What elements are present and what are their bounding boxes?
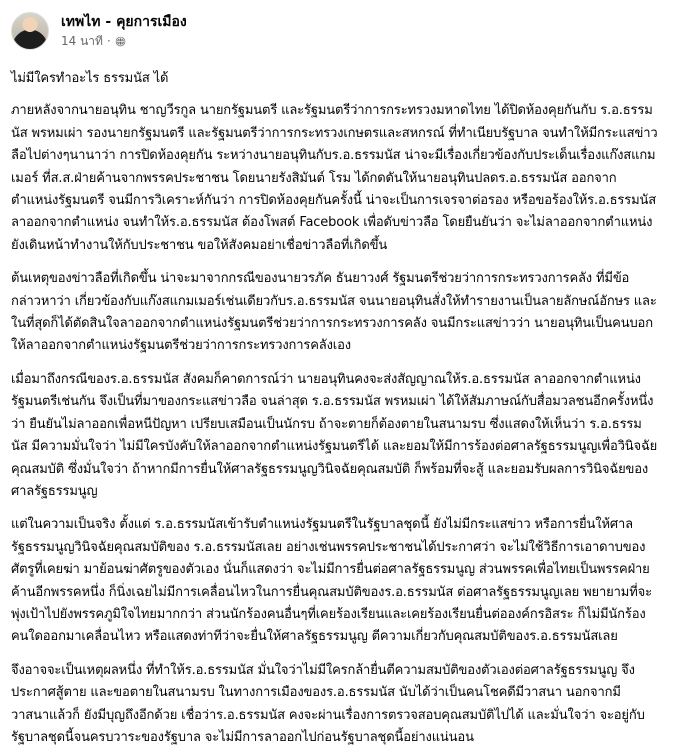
post-body [11, 68, 658, 749]
post-paragraph: เมื่อมาถึงกรณีของร.อ.ธรรมนัส สังคมก็คาดการณ์ว่า นายอนุทินคงจะส่งสัญญาณให้ร.อ.ธรรมนัส ลาออกจากตำแหน่งรัฐมนตรีเช่นกัน จึงเป็นที่มาของกระแสข่าวลือ จนล่าสุด ร.อ.ธรรมนัส พรหมเผ่า ได้ให้สัมภาษณ์กับสื่อมวลชนอีกครั้งหนึ่งว่า ยืนยันไม่ลาออกเพื่อหนีปัญหา เปรียบเสมือนเป็นนักรบ ถ้าจะตายก็ต้องตายในสนามรบ ซึ่งแสดงให้เห็นว่า ร.อ.ธรรมนัส มีความมั่นใจว่า ไม่มีใครบังคับให้ลาออกจากตำแหน่งรัฐมนตรีได้ และยอมให้มีการร้องต่อศาลรัฐธรรมนูญเพื่อวินิจฉัยคุณสมบัติ ซึ่งมั่นใจว่า ถ้าหากมีการยื่นให้ศาลรัฐธรรมนูญวินิจฉัยคุณสมบัติ ก็พร้อมที่จะสู้ และยอมรับผลการวินิจฉัยของศาลรัฐธรรมนูญ [11, 371, 658, 499]
post-paragraph: ภายหลังจากนายอนุทิน ชาญวีรกูล นายกรัฐมนตรี และรัฐมนตรีว่าการกระทรวงมหาดไทย ได้ปิดห้องคุยกันกับ ร.อ.ธรรมนัส พรหมเผ่า รองนายกรัฐมนตรี และรัฐมนตรีว่าการกระทรวงเกษตรและสหกรณ์ ที่ทำเนียบรัฐบาล จนทำให้มีกระแสข่าวลือไปต่างๆนานาว่า การปิดห้องคุยกัน ระหว่างนายอนุทินกับร.อ.ธรรมนัส น่าจะมีเรื่องเกี่ยวข้องกับประเด็นเรื่องแก๊งสแกมเมอร์ ที่ส.ส.ฝ่ายค้านจากพรรคประชาชน โดยนายรังสิมันต์ โรม ได้กดดันให้นายอนุทินปลดร.อ.ธรรมนัส ออกจากตำแหน่งรัฐมนตรี จนมีการวิเคราะห์กันว่า การปิดห้องคุยกันครั้งนี้ น่าจะเป็นการเจรจาต่อรอง หรือขอร้องให้ร.อ.ธรรมนัส ลาออกจากตำแหน่ง จนทำให้ร.อ.ธรรมนัส ต้องโพสต์ Facebook เพื่อดับข่าวลือ โดยยืนยันว่า จะไม่ลาออกจากตำแหน่ง ยังเดินหน้าทำงานให้กับประชาชน ขอให้สังคมอย่าเชื่อข่าวลือที่เกิดขึ้น [11, 103, 658, 253]
author-block [61, 13, 187, 49]
post-meta [61, 33, 187, 49]
post-paragraph: ต้นเหตุของข่าวลือที่เกิดขึ้น น่าจะมาจากกรณีของนายวรภัค ธันยาวงศ์ รัฐมนตรีช่วยว่าการกระทรวงการคลัง ที่มีข้อกล่าวหาว่า เกี่ยวข้องกับแก๊งสแกมเมอร์เช่นเดียวกับร.อ.ธรรมนัส จนนายอนุทินสั่งให้ทำรายงานเป็นลายลักษณ์อักษร และในที่สุดก็ได้ตัดสินใจลาออกจากตำแหน่งรัฐมนตรีช่วยว่าการกระทรวงการคลัง จนมีกระแสข่าวว่า นายอนุทินเป็นคนบอกให้ลาออกจากตำแหน่งรัฐมนตรีช่วยว่าการกระทรวงการคลังเอง [11, 271, 657, 354]
timestamp[interactable]: 14 นาที [61, 34, 103, 48]
separator-dot: · [106, 34, 111, 48]
globe-icon [115, 36, 126, 47]
author-name[interactable]: เทพไท - คุยการเมือง [61, 14, 187, 30]
post-paragraph: แต่ในความเป็นจริง ตั้งแต่ ร.อ.ธรรมนัสเข้ารับตำแหน่งรัฐมนตรีในรัฐบาลชุดนี้ ยังไม่มีกระแสข่าว หรือการยื่นให้ศาลรัฐธรรมนูญวินิจฉัยคุณสมบัติของ ร.อ.ธรรมนัสเลย อย่างเช่นพรรคประชาชนได้ประกาศว่า จะไม่ใช้วิธีการเอาดาบของศัตรูที่เคยฆ่า มาย้อนฆ่าศัตรูของตัวเอง นั่นก็แสดงว่า จะไม่มีการยื่นต่อศาลรัฐธรรมนูญ ส่วนพรรคเพื่อไทยเป็นพรรคฝ่ายค้านอีกพรรคหนึ่ง ก็นิ่งเฉยไม่มีการเคลื่อนไหวในการยื่นคุณสมบัติของร.อ.ธรรมนัส ต่อศาลรัฐธรรมนูญเลย พยายามที่จะพุ่งเป้าไปยังพรรคภูมิใจไทยมากกว่า ส่วนนักร้องคนอื่นๆที่เคยร้องเรียนและเคยร้องเรียนยื่นต่อองค์กรอิสระ ก็ไม่มีนักร้องคนใดออกมาเคลื่อนไหว หรือแสดงท่าทีว่าจะยื่นให้ศาลรัฐธรรมนูญ ตีความเกี่ยวกับคุณสมบัติของร.อ.ธรรมนัสเลย [11, 517, 652, 645]
post-headline: ไม่มีใครทำอะไร ธรรมนัส ได้ [11, 71, 169, 86]
post-paragraph: จึงอาจจะเป็นเหตุผลหนึ่ง ที่ทำให้ร.อ.ธรรมนัส มั่นใจว่าไม่มีใครกล้ายื่นตีความสมบัติของตัวเองต่อศาลรัฐธรรมนูญ จึงประกาศสู้ตาย และขอตายในสนามรบ ในทางการเมืองของร.อ.ธรรมนัส นับได้ว่าเป็นคนโชคดีมีวาสนา นอกจากมีวาสนาแล้วก็ ยังมีบุญถึงอีกด้วย เชื่อว่าร.อ.ธรรมนัส คงจะผ่านเรื่องการตรวจสอบคุณสมบัติไปได้ และมั่นใจว่า จะอยู่กับรัฐบาลชุดนี้จนครบวาระของรัฐบาล จะไม่มีการลาออกไปก่อนรัฐบาลชุดนี้อย่างแน่นอน [11, 662, 645, 745]
avatar[interactable] [11, 12, 49, 50]
post-header [11, 8, 658, 54]
